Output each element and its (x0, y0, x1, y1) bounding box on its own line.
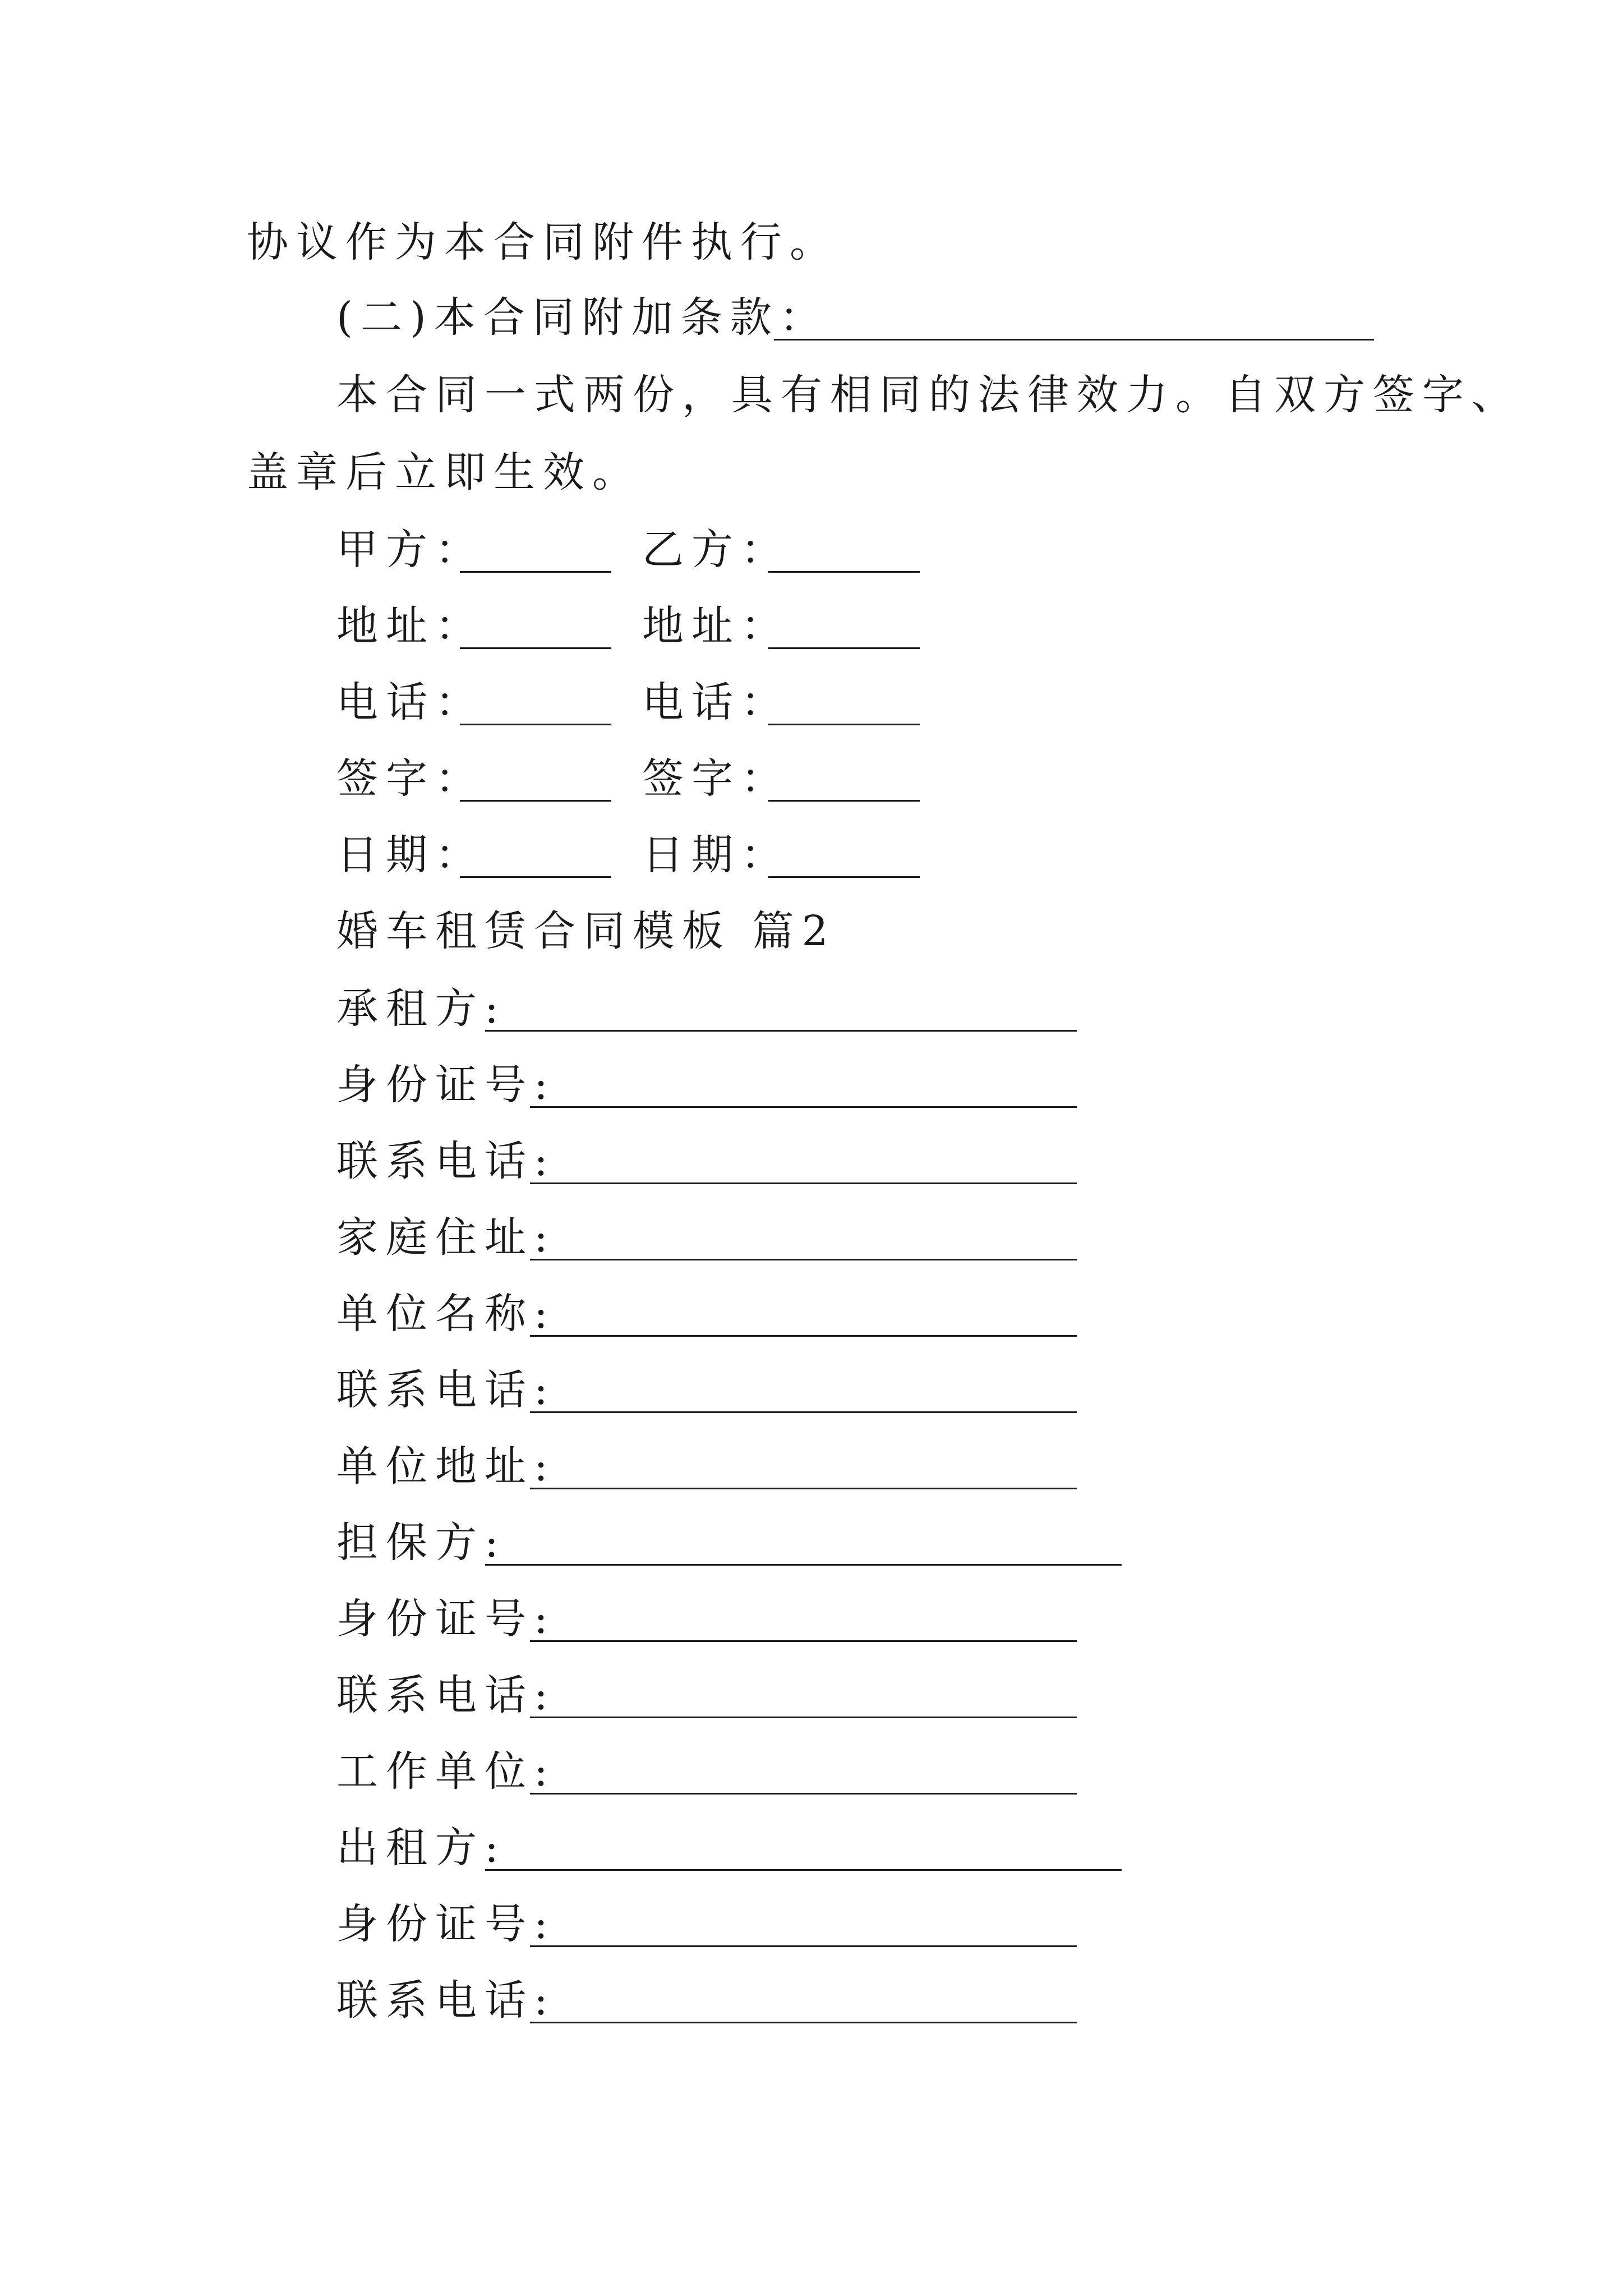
party-b-label: 乙方： (642, 526, 790, 574)
address-a-blank[interactable] (460, 647, 611, 649)
work-unit-blank[interactable] (530, 1793, 1077, 1795)
lessor-id-label: 身份证号: (336, 1900, 556, 1948)
lessor-id-blank[interactable] (530, 1945, 1077, 1947)
address-b-label: 地址： (642, 602, 790, 650)
guarantor-id-label: 身份证号: (336, 1595, 556, 1643)
tenant-id-label: 身份证号: (336, 1061, 556, 1109)
date-b-label: 日期： (642, 831, 790, 879)
validity-paragraph-line1: 本合同一式两份，具有相同的法律效力。自双方签字、 (336, 371, 1521, 419)
tenant-label: 承租方: (336, 984, 506, 1033)
signature-a-blank[interactable] (460, 800, 611, 802)
phone-b-label: 电话： (642, 678, 790, 726)
company-name-label: 单位名称: (336, 1290, 556, 1338)
company-name-blank[interactable] (530, 1335, 1077, 1337)
signature-b-blank[interactable] (768, 800, 920, 802)
guarantor-id-blank[interactable] (530, 1640, 1077, 1642)
party-a-blank[interactable] (460, 571, 611, 573)
tenant-phone-blank[interactable] (530, 1182, 1077, 1184)
tenant-id-blank[interactable] (530, 1106, 1077, 1108)
guarantor-phone-label: 联系电话: (336, 1671, 556, 1719)
paragraph-continuation: 协议作为本合同附件执行。 (247, 218, 839, 266)
lessor-phone-blank[interactable] (530, 2022, 1077, 2023)
company-phone-label: 联系电话: (336, 1366, 556, 1414)
date-a-label: 日期： (336, 831, 485, 879)
address-a-label: 地址： (336, 602, 485, 650)
additional-terms-label: (二)本合同附加条款： (336, 293, 829, 342)
phone-a-blank[interactable] (460, 724, 611, 725)
home-address-blank[interactable] (530, 1259, 1077, 1260)
date-a-blank[interactable] (460, 876, 611, 878)
party-b-blank[interactable] (768, 571, 920, 573)
company-address-label: 单位地址: (336, 1442, 556, 1490)
date-b-blank[interactable] (768, 876, 920, 878)
address-b-blank[interactable] (768, 647, 920, 649)
company-address-blank[interactable] (530, 1488, 1077, 1489)
additional-terms-blank[interactable] (774, 339, 1374, 341)
company-phone-blank[interactable] (530, 1411, 1077, 1413)
phone-b-blank[interactable] (768, 724, 920, 725)
guarantor-blank[interactable] (485, 1564, 1122, 1566)
lessor-blank[interactable] (485, 1869, 1122, 1871)
work-unit-label: 工作单位: (336, 1747, 556, 1796)
validity-paragraph-line2: 盖章后立即生效。 (247, 448, 642, 496)
guarantor-label: 担保方: (336, 1519, 506, 1567)
lessor-label: 出租方: (336, 1824, 506, 1872)
section-title: 婚车租赁合同模板 篇2 (336, 907, 836, 955)
lessor-phone-label: 联系电话: (336, 1976, 556, 2024)
tenant-blank[interactable] (485, 1030, 1077, 1032)
party-a-label: 甲方： (336, 526, 485, 574)
signature-b-label: 签字： (642, 754, 790, 803)
phone-a-label: 电话： (336, 678, 485, 726)
tenant-phone-label: 联系电话: (336, 1137, 556, 1185)
guarantor-phone-blank[interactable] (530, 1717, 1077, 1718)
home-address-label: 家庭住址: (336, 1213, 556, 1262)
signature-a-label: 签字： (336, 754, 485, 803)
